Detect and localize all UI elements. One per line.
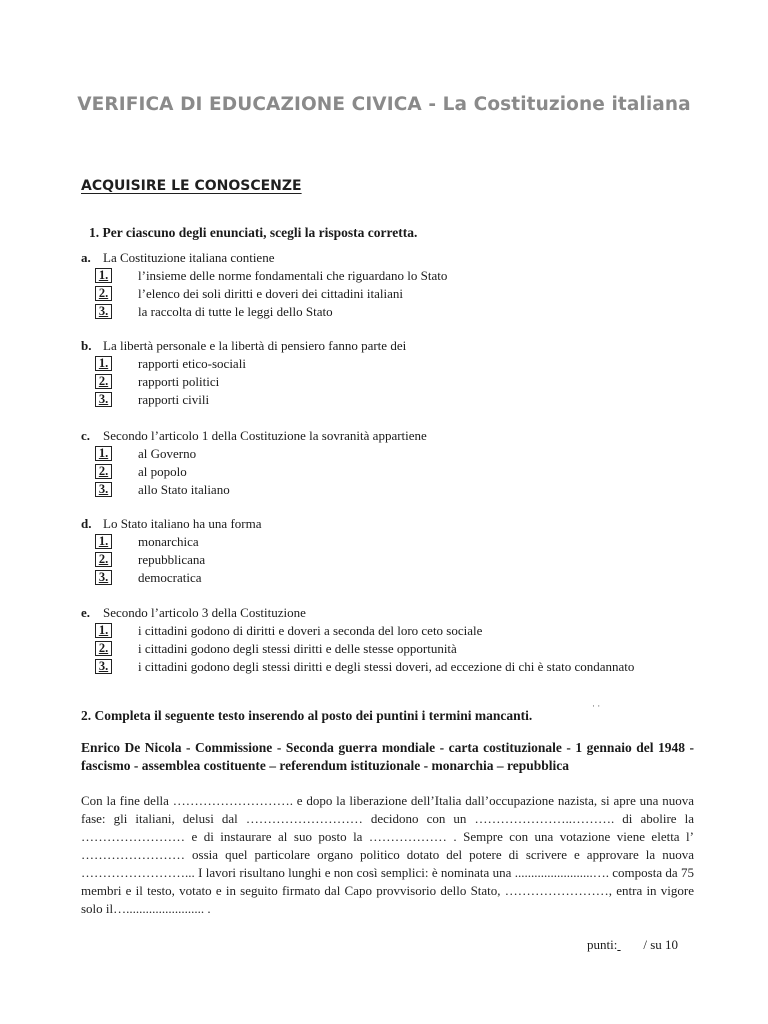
question-text: Lo Stato italiano ha una forma xyxy=(103,516,262,531)
question-letter: b. xyxy=(81,338,92,353)
option-text: al Governo xyxy=(138,445,197,461)
answer-option[interactable] xyxy=(81,373,406,391)
option-text: rapporti politici xyxy=(138,373,220,389)
section-heading: ACQUISIRE LE CONOSCENZE xyxy=(81,178,302,194)
option-text: l’insieme delle norme fondamentali che riguardano lo Stato xyxy=(138,267,448,283)
question-block xyxy=(81,427,427,499)
question-line xyxy=(81,515,261,533)
question-text: La libertà personale e la libertà di pensiero fanno parte dei xyxy=(103,338,407,353)
answer-option[interactable] xyxy=(81,285,403,303)
page-title: VERIFICA DI EDUCAZIONE CIVICA - La Costituzione italiana xyxy=(77,94,691,115)
question-line xyxy=(81,604,306,622)
option-number-box[interactable]: 1. xyxy=(95,268,112,283)
question-block xyxy=(81,604,635,676)
option-text: monarchica xyxy=(138,533,199,549)
answer-option[interactable] xyxy=(81,640,457,658)
option-number-box[interactable]: 2. xyxy=(95,464,112,479)
question-text: Secondo l’articolo 3 della Costituzione xyxy=(103,605,306,620)
option-number-box[interactable]: 3. xyxy=(95,659,112,674)
question-letter: e. xyxy=(81,605,91,620)
option-number-box[interactable]: 1. xyxy=(95,356,112,371)
question-line xyxy=(81,249,274,267)
answer-option[interactable] xyxy=(81,569,261,587)
answer-option[interactable] xyxy=(81,303,333,321)
option-number-box[interactable]: 2. xyxy=(95,552,112,567)
question-text: Secondo l’articolo 1 della Costituzione la sovranità appartiene xyxy=(103,428,427,443)
option-text: repubblicana xyxy=(138,551,206,567)
answer-option[interactable] xyxy=(81,551,261,569)
option-number-box[interactable]: 1. xyxy=(95,446,112,461)
option-number-box[interactable]: 3. xyxy=(95,304,112,319)
answer-option[interactable] xyxy=(81,533,261,551)
option-text: rapporti civili xyxy=(138,391,210,407)
option-text: i cittadini godono degli stessi diritti e delle stesse opportunità xyxy=(138,640,457,656)
option-number-box[interactable]: 2. xyxy=(95,641,112,656)
option-text: allo Stato italiano xyxy=(138,481,230,497)
answer-option[interactable] xyxy=(81,355,406,373)
fill-in-text: Con la fine della ………………………. e dopo la liberazione dell’Italia dall’occupazione nazista, si apre una nuova fase: gli italiani, delusi dal ……………………… decidono con un …………………..………. di abolire la …………………… e di instaurare al suo posto la ……………… . Sempre con una votazione viene eletta l’ …………………… ossia quel particolare organo politico dotato del potere di scrivere e approvare la nuova ……………………... I lavori risultano lunghi e non così semplici: è nominata una ........................…. composta da 75 membri e il testo, votato e in seguito firmato dal Capo provvisorio dello Stato, ……………………, entra in vigore solo il…........................ . xyxy=(81,793,694,916)
option-number-box[interactable]: 3. xyxy=(95,392,112,407)
score-line xyxy=(587,937,678,953)
answer-option[interactable] xyxy=(81,658,635,676)
question-letter: c. xyxy=(81,428,91,443)
score-suffix: / su 10 xyxy=(643,937,679,952)
question-block xyxy=(81,249,448,321)
question-letter: d. xyxy=(81,516,92,531)
option-number-box[interactable]: 1. xyxy=(95,623,112,638)
option-text: i cittadini godono degli stessi diritti e degli stessi doveri, ad eccezione di chi è stato condannato xyxy=(138,658,635,674)
answer-option[interactable] xyxy=(81,622,483,640)
answer-option[interactable] xyxy=(81,391,406,409)
question-letter: a. xyxy=(81,250,91,265)
option-number-box[interactable]: 2. xyxy=(95,374,112,389)
exercise-2-instruction: 2. Completa il seguente testo inserendo al posto dei puntini i termini mancanti. xyxy=(81,708,533,723)
answer-option[interactable] xyxy=(81,445,427,463)
option-text: la raccolta di tutte le leggi dello Stato xyxy=(138,303,333,319)
answer-option[interactable] xyxy=(81,481,427,499)
word-bank: Enrico De Nicola - Commissione - Seconda guerra mondiale - carta costituzionale - 1 gennaio del 1948 - fascismo - assemblea costituente – referendum istituzionale - monarchia – repubblica xyxy=(81,740,694,773)
option-text: l’elenco dei soli diritti e doveri dei cittadini italiani xyxy=(138,285,403,301)
option-number-box[interactable]: 3. xyxy=(95,570,112,585)
option-text: al popolo xyxy=(138,463,187,479)
question-line xyxy=(81,337,406,355)
option-number-box[interactable]: 3. xyxy=(95,482,112,497)
exercise-1-instruction: 1. Per ciascuno degli enunciati, scegli la risposta corretta. xyxy=(89,225,418,240)
option-text: democratica xyxy=(138,569,202,585)
question-block xyxy=(81,337,406,409)
option-number-box[interactable]: 2. xyxy=(95,286,112,301)
option-text: i cittadini godono di diritti e doveri a seconda del loro ceto sociale xyxy=(138,622,483,638)
question-text: La Costituzione italiana contiene xyxy=(103,250,275,265)
answer-option[interactable] xyxy=(81,463,427,481)
score-prefix: punti: xyxy=(587,937,618,952)
stray-mark: · · xyxy=(592,701,601,711)
question-line xyxy=(81,427,427,445)
option-number-box[interactable]: 1. xyxy=(95,534,112,549)
question-block xyxy=(81,515,261,587)
score-blank[interactable] xyxy=(617,937,643,953)
option-text: rapporti etico-sociali xyxy=(138,355,246,371)
answer-option[interactable] xyxy=(81,267,448,285)
